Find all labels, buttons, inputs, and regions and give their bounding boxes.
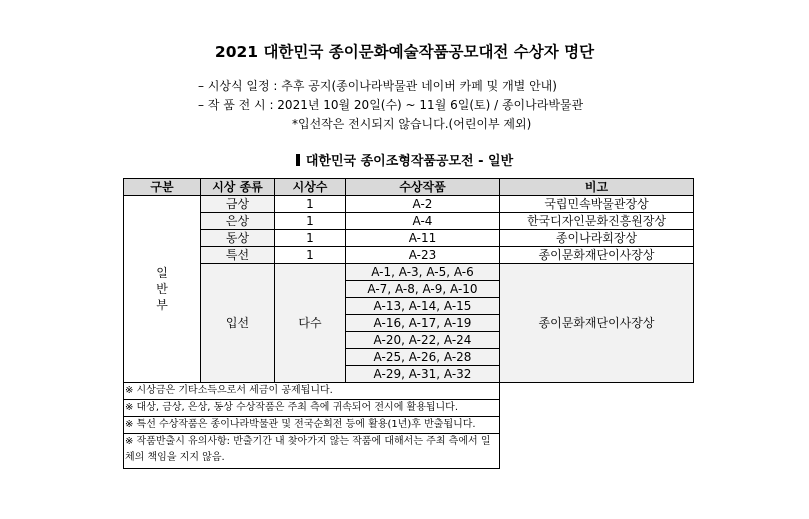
winning-works: A-2 [346, 196, 500, 213]
note-row [124, 383, 694, 400]
honorable-award-type: 입선 [201, 264, 275, 383]
award-remark: 종이문화재단이사장상 [500, 247, 694, 264]
division-cell [124, 196, 201, 383]
table-row [124, 230, 694, 247]
award-count: 1 [275, 247, 346, 264]
award-count: 1 [275, 213, 346, 230]
note-row [124, 400, 694, 417]
honorable-works: A-1, A-3, A-5, A-6 [346, 264, 500, 281]
exhibition-note: *입선작은 전시되지 않습니다.(어린이부 제외) [292, 117, 532, 131]
award-type: 특선 [201, 247, 275, 264]
section-title: 대한민국 종이조형작품공모전 - 일반 [305, 154, 514, 169]
header-division: 구분 [124, 179, 201, 196]
table-row [124, 213, 694, 230]
page-title: 2021 대한민국 종이문화예술작품공모대전 수상자 명단 [214, 43, 595, 61]
award-count: 1 [275, 196, 346, 213]
note-row [124, 434, 694, 469]
section-bullet-icon [296, 154, 300, 166]
honorable-works: A-25, A-26, A-28 [346, 349, 500, 366]
honorable-works: A-7, A-8, A-9, A-10 [346, 281, 500, 298]
honorable-award-count: 다수 [275, 264, 346, 383]
division-char: 일 [156, 266, 168, 280]
honorable-remark: 종이문화재단이사장상 [500, 264, 694, 383]
winning-works: A-11 [346, 230, 500, 247]
table-row [124, 247, 694, 264]
award-count: 1 [275, 230, 346, 247]
note-works-ownership: ※ 대상, 금상, 은상, 동상 수상작품은 주최 측에 귀속되어 전시에 활용됩니다. [124, 400, 500, 417]
award-type: 동상 [201, 230, 275, 247]
award-remark: 한국디자인문화진흥원장상 [500, 213, 694, 230]
table-row [124, 264, 694, 281]
note-prize-tax: ※ 시상금은 기타소득으로서 세금이 공제됩니다. [124, 383, 500, 400]
division-char: 부 [156, 298, 168, 312]
note-row [124, 417, 694, 434]
exhibition-schedule: – 작 품 전 시 : 2021년 10월 20일(수) ~ 11월 6일(토) / 종이나라박물관 [198, 98, 584, 112]
honorable-works: A-16, A-17, A-19 [346, 315, 500, 332]
ceremony-schedule: – 시상식 일정 : 추후 공지(종이나라박물관 네이버 카페 및 개별 안내) [198, 79, 557, 93]
winning-works: A-23 [346, 247, 500, 264]
award-type: 금상 [201, 196, 275, 213]
honorable-works: A-20, A-22, A-24 [346, 332, 500, 349]
table-row [124, 196, 694, 213]
awards-table [123, 178, 694, 469]
header-award-type: 시상 종류 [201, 179, 275, 196]
winning-works: A-4 [346, 213, 500, 230]
award-remark: 국립민속박물관장상 [500, 196, 694, 213]
honorable-works: A-13, A-14, A-15 [346, 298, 500, 315]
table-header-row [124, 179, 694, 196]
division-char: 반 [156, 282, 168, 296]
header-award-count: 시상수 [275, 179, 346, 196]
note-special-works: ※ 특선 수상작품은 종이나라박물관 및 전국순회전 등에 활용(1년)후 반출됩니다. [124, 417, 500, 434]
honorable-works: A-29, A-31, A-32 [346, 366, 500, 383]
award-type: 은상 [201, 213, 275, 230]
section-heading [0, 150, 809, 169]
header-remarks: 비고 [500, 179, 694, 196]
award-remark: 종이나라회장상 [500, 230, 694, 247]
header-winning-works: 수상작품 [346, 179, 500, 196]
note-pickup-caution: ※ 작품반출시 유의사항: 반출기간 내 찾아가지 않는 작품에 대해서는 주최 측에서 일체의 책임을 지지 않음. [124, 434, 500, 469]
